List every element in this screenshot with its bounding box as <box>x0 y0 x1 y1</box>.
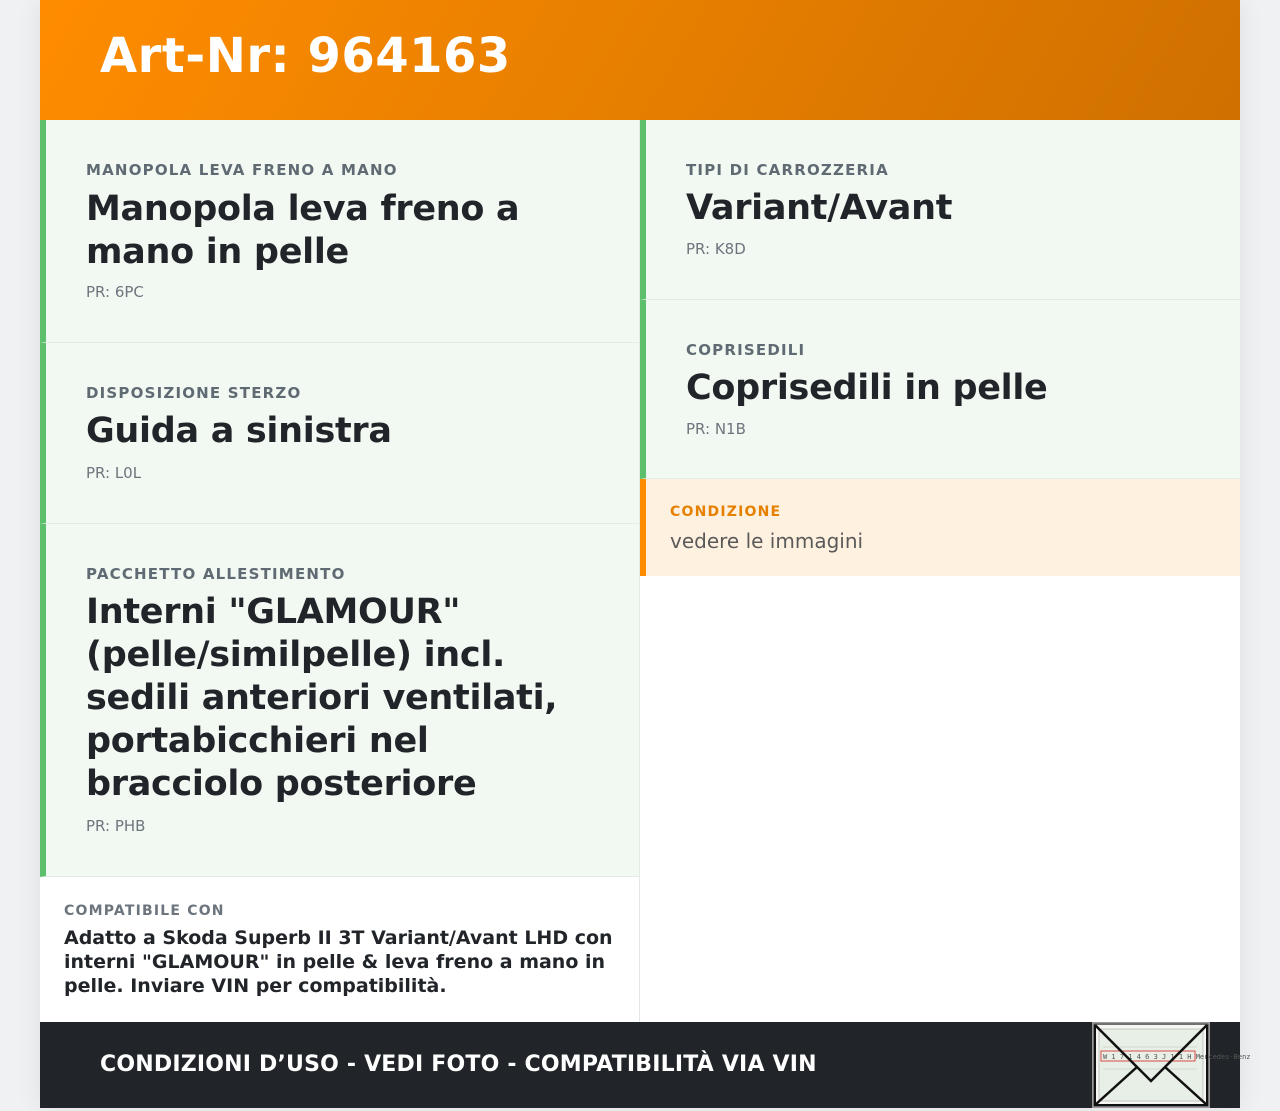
vin-envelope-thumbnail <box>1092 1022 1251 1108</box>
datasheet-page <box>40 0 1251 1108</box>
footer-terms-text: CONDIZIONI D’USO - VEDI FOTO - COMPATIBILITÀ VIA VIN <box>100 1052 817 1077</box>
spec-pr-code: PR: 6PC <box>86 283 144 301</box>
condition-value: vedere le immagini <box>670 529 864 553</box>
article-number-title: Art-Nr: 964163 <box>100 28 511 84</box>
right-column <box>640 120 1240 553</box>
envelope-icon <box>1093 1023 1251 1107</box>
spec-value: Guida a sinistra <box>86 411 392 451</box>
spec-card-equipment-package <box>40 524 639 877</box>
footer-bar <box>40 1022 1251 1108</box>
spec-pr-code: PR: K8D <box>686 240 746 258</box>
spec-card-body-type <box>640 120 1240 300</box>
spec-card-handbrake <box>40 120 639 343</box>
condition-label: CONDIZIONE <box>670 504 782 520</box>
envelope-vin-text: W 1 7 1 4 6 3 J 1 1 H Mercedes-Benz <box>1103 1053 1251 1061</box>
spec-label: PACCHETTO ALLESTIMENTO <box>86 565 346 583</box>
compatibility-text: Adatto a Skoda Superb II 3T Variant/Avant LHD con interni "GLAMOUR" in pelle & leva freno a mano in pelle. Inviare VIN per compatibilità. <box>64 927 613 997</box>
spec-pr-code: PR: N1B <box>686 420 746 438</box>
header-bar <box>40 0 1240 120</box>
spec-label: TIPI DI CARROZZERIA <box>686 161 889 179</box>
spec-label: MANOPOLA LEVA FRENO A MANO <box>86 161 398 179</box>
spec-value: Coprisedili in pelle <box>686 368 1048 408</box>
left-column <box>40 120 640 1022</box>
spec-label: COPRISEDILI <box>686 341 806 359</box>
spec-card-seat-covers <box>640 300 1240 479</box>
spec-pr-code: PR: L0L <box>86 464 142 482</box>
compatibility-section <box>40 877 639 1022</box>
spec-card-steering <box>40 343 639 524</box>
spec-value: Manopola leva freno a mano in pelle <box>86 189 520 272</box>
spec-label: DISPOSIZIONE STERZO <box>86 384 302 402</box>
spec-value: Variant/Avant <box>686 188 953 228</box>
spec-pr-code: PR: PHB <box>86 817 146 835</box>
spec-value: Interni "GLAMOUR" (pelle/similpelle) incl. sedili anteriori ventilati, portabicchieri nel bracciolo posteriore <box>86 592 558 804</box>
condition-notice <box>640 479 1240 576</box>
compatibility-label: COMPATIBILE CON <box>64 903 225 919</box>
